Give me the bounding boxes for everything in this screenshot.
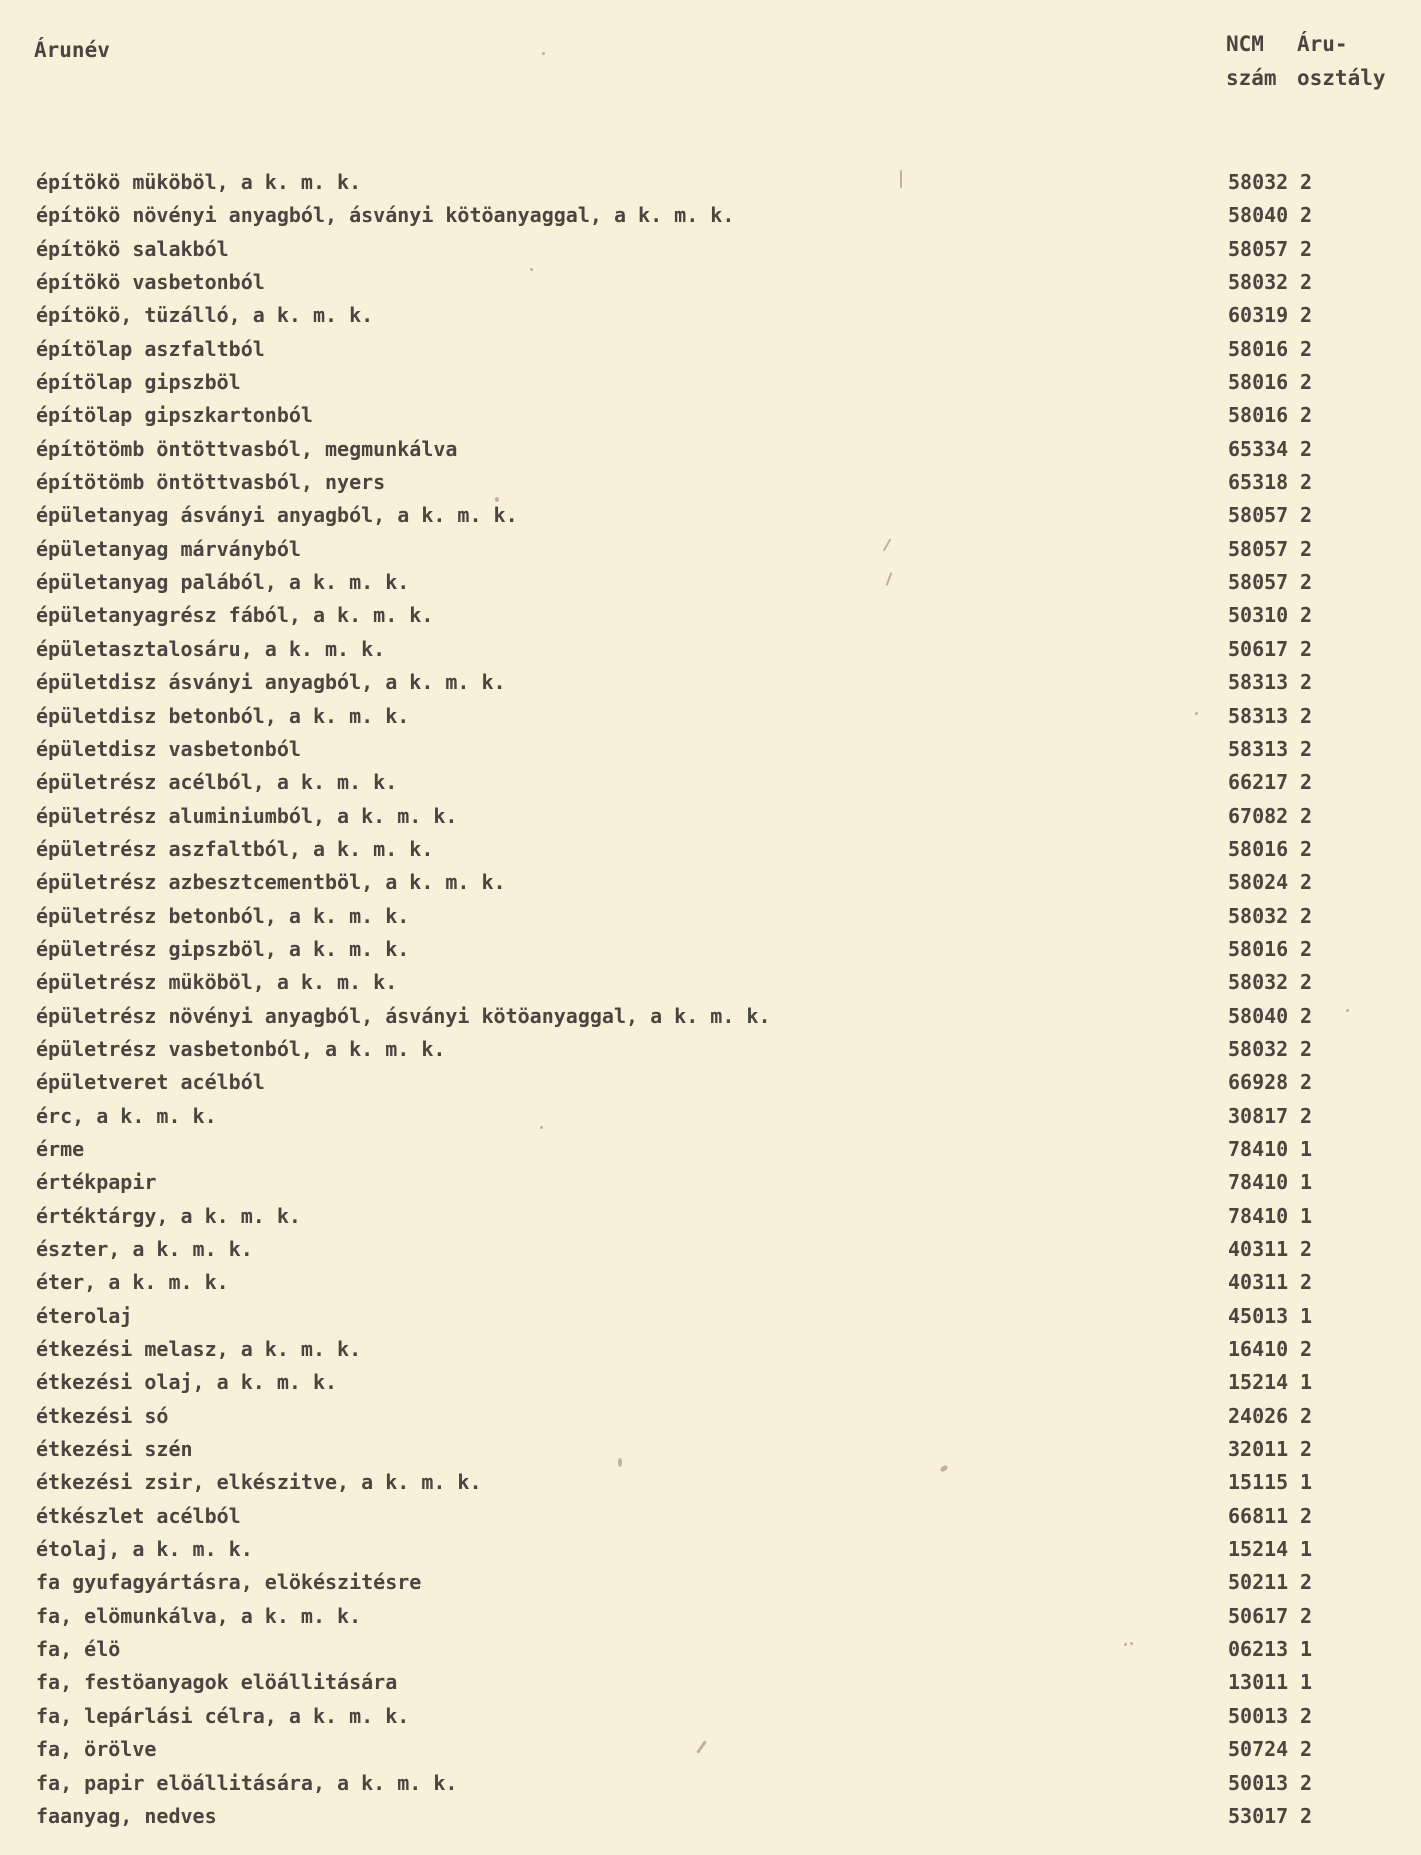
ncm-number: 13011 <box>1228 1670 1289 1695</box>
product-name: fa, elömunkálva, a k. m. k. <box>36 1603 362 1628</box>
product-class: 2 <box>1300 336 1313 361</box>
product-class: 2 <box>1300 436 1313 461</box>
product-name: építölap aszfaltból <box>36 336 265 361</box>
product-name: fa, papir elöállitására, a k. m. k. <box>36 1770 458 1795</box>
product-class: 2 <box>1300 636 1313 661</box>
product-class: 1 <box>1300 1470 1313 1495</box>
list-item <box>0 766 1421 799</box>
product-class: 2 <box>1300 1103 1313 1128</box>
ncm-number: 66928 <box>1228 1070 1289 1095</box>
list-item <box>0 1533 1421 1566</box>
ncm-number: 50617 <box>1228 636 1289 661</box>
ncm-number: 50310 <box>1228 603 1289 628</box>
print-speck <box>1130 1642 1133 1645</box>
ncm-number: 15214 <box>1228 1537 1289 1562</box>
product-name: épületanyagrész fából, a k. m. k. <box>36 603 434 628</box>
product-class: 2 <box>1300 1270 1313 1295</box>
list-item <box>0 1066 1421 1099</box>
product-name: építötömb öntöttvasból, nyers <box>36 470 386 495</box>
ncm-number: 58032 <box>1228 170 1289 194</box>
product-name: épületrész vasbetonból, a k. m. k. <box>36 1036 446 1061</box>
product-class: 1 <box>1300 1136 1313 1161</box>
product-name: épületveret acélból <box>36 1070 265 1095</box>
list-item <box>0 1733 1421 1766</box>
ncm-number: 58016 <box>1228 836 1289 861</box>
product-name: fa gyufagyártásra, elökészitésre <box>36 1570 422 1595</box>
ncm-number: 58057 <box>1228 536 1289 561</box>
product-name: étkészlet acélból <box>36 1503 241 1528</box>
product-name: érme <box>36 1136 85 1161</box>
list-item <box>0 966 1421 999</box>
product-class: 2 <box>1300 970 1313 995</box>
ncm-number: 50211 <box>1228 1570 1289 1595</box>
list-item <box>0 599 1421 632</box>
ncm-number: 58040 <box>1228 1003 1289 1028</box>
list-item <box>0 233 1421 266</box>
product-class: 2 <box>1300 1337 1313 1362</box>
ncm-number: 50013 <box>1228 1770 1289 1795</box>
product-name: épületrész aluminiumból, a k. m. k. <box>36 803 458 828</box>
column-header-ncm: NCM <box>1226 32 1264 56</box>
ncm-number: 32011 <box>1228 1437 1289 1462</box>
ncm-number: 58016 <box>1228 403 1289 428</box>
product-name: épületanyag ásványi anyagból, a k. m. k. <box>36 503 518 528</box>
product-class: 1 <box>1300 1670 1313 1695</box>
list-item <box>0 700 1421 733</box>
ncm-number: 40311 <box>1228 1237 1289 1261</box>
product-name: építökö vasbetonból <box>36 270 265 295</box>
ncm-number: 50013 <box>1228 1703 1289 1728</box>
product-class: 2 <box>1300 1603 1313 1628</box>
list-item <box>0 1266 1421 1299</box>
ncm-number: 30817 <box>1228 1103 1289 1128</box>
product-class: 2 <box>1300 670 1313 695</box>
list-item <box>0 166 1421 199</box>
product-name: értékpapir <box>36 1170 157 1195</box>
product-class: 1 <box>1300 1637 1313 1662</box>
product-name: építökö salakból <box>36 236 229 261</box>
list-item <box>0 1767 1421 1800</box>
ncm-number: 78410 <box>1228 1136 1289 1161</box>
product-class: 1 <box>1300 1170 1313 1195</box>
list-item <box>0 1000 1421 1033</box>
list-item <box>0 1200 1421 1233</box>
ncm-number: 58032 <box>1228 270 1289 295</box>
print-speck <box>618 1458 622 1467</box>
list-item <box>0 1500 1421 1533</box>
ncm-number: 53017 <box>1228 1803 1289 1828</box>
product-class: 1 <box>1300 1370 1313 1395</box>
product-name: étolaj, a k. m. k. <box>36 1537 253 1562</box>
list-item <box>0 933 1421 966</box>
ncm-number: 50617 <box>1228 1603 1289 1628</box>
list-item <box>0 1466 1421 1499</box>
list-item <box>0 1233 1421 1266</box>
product-class: 2 <box>1300 1237 1313 1261</box>
product-class: 2 <box>1300 1003 1313 1028</box>
product-name: épületrész aszfaltból, a k. m. k. <box>36 836 434 861</box>
ncm-number: 66811 <box>1228 1503 1289 1528</box>
ncm-number: 58057 <box>1228 570 1289 595</box>
product-name: étkezési olaj, a k. m. k. <box>36 1370 338 1395</box>
list-item <box>0 333 1421 366</box>
list-item <box>0 566 1421 599</box>
ncm-number: 58024 <box>1228 870 1289 895</box>
ncm-number: 06213 <box>1228 1637 1289 1662</box>
product-name: fa, örölve <box>36 1737 157 1762</box>
print-speck <box>495 497 499 502</box>
ncm-number: 16410 <box>1228 1337 1289 1362</box>
ncm-number: 58057 <box>1228 503 1289 528</box>
list-item <box>0 433 1421 466</box>
product-class: 2 <box>1300 170 1313 194</box>
product-class: 2 <box>1300 1737 1313 1762</box>
list-item <box>0 1366 1421 1399</box>
column-header-name: Árunév <box>34 38 110 62</box>
ncm-number: 67082 <box>1228 803 1289 828</box>
list-item <box>0 866 1421 899</box>
list-item <box>0 666 1421 699</box>
product-name: étkezési só <box>36 1403 169 1428</box>
product-class: 2 <box>1300 1437 1313 1462</box>
product-name: építölap gipszböl <box>36 370 241 395</box>
product-class: 2 <box>1300 936 1313 961</box>
list-item <box>0 1333 1421 1366</box>
print-speck <box>900 170 902 188</box>
product-name: fa, lepárlási célra, a k. m. k. <box>36 1703 410 1728</box>
product-name: fa, festöanyagok elöállitására <box>36 1670 398 1695</box>
print-speck <box>1124 1643 1127 1646</box>
product-class: 2 <box>1300 236 1313 261</box>
product-name: építölap gipszkartonból <box>36 403 313 428</box>
product-class: 2 <box>1300 503 1313 528</box>
ncm-number: 50724 <box>1228 1737 1289 1762</box>
list-item <box>0 266 1421 299</box>
ncm-number: 78410 <box>1228 1170 1289 1195</box>
list-item <box>0 1133 1421 1166</box>
product-class: 2 <box>1300 536 1313 561</box>
list-item <box>0 833 1421 866</box>
print-speck <box>542 52 545 55</box>
product-name: épületanyag palából, a k. m. k. <box>36 570 410 595</box>
product-name: épületrész azbesztcementböl, a k. m. k. <box>36 870 506 895</box>
ncm-number: 58057 <box>1228 236 1289 261</box>
ncm-number: 58032 <box>1228 1036 1289 1061</box>
product-class: 2 <box>1300 803 1313 828</box>
product-class: 1 <box>1300 1537 1313 1562</box>
product-name: építökö müköböl, a k. m. k. <box>36 170 362 194</box>
print-speck <box>1346 1009 1349 1012</box>
list-item <box>0 800 1421 833</box>
product-name: észter, a k. m. k. <box>36 1237 253 1261</box>
print-speck <box>540 1126 543 1129</box>
product-class: 2 <box>1300 870 1313 895</box>
list-item <box>0 1433 1421 1466</box>
product-class: 2 <box>1300 1070 1313 1095</box>
list-item <box>0 1666 1421 1699</box>
product-class: 2 <box>1300 270 1313 295</box>
list-item <box>0 1600 1421 1633</box>
product-name: étkezési zsir, elkészitve, a k. m. k. <box>36 1470 482 1495</box>
ncm-number: 65334 <box>1228 436 1289 461</box>
ncm-number: 58313 <box>1228 736 1289 761</box>
ncm-number: 58032 <box>1228 970 1289 995</box>
ncm-number: 45013 <box>1228 1303 1289 1328</box>
product-name: épületasztalosáru, a k. m. k. <box>36 636 386 661</box>
product-list <box>0 166 1421 1833</box>
print-speck <box>1195 712 1198 715</box>
ncm-number: 15115 <box>1228 1470 1289 1495</box>
product-name: érc, a k. m. k. <box>36 1103 217 1128</box>
product-name: épületdisz betonból, a k. m. k. <box>36 703 410 728</box>
list-item <box>0 1100 1421 1133</box>
ncm-number: 58032 <box>1228 903 1289 928</box>
product-class: 2 <box>1300 1703 1313 1728</box>
ncm-number: 58016 <box>1228 936 1289 961</box>
product-name: éter, a k. m. k. <box>36 1270 229 1295</box>
ncm-number: 24026 <box>1228 1403 1289 1428</box>
list-item <box>0 1800 1421 1833</box>
list-item <box>0 1700 1421 1733</box>
column-header-class-line2: osztály <box>1297 66 1386 90</box>
product-class: 2 <box>1300 736 1313 761</box>
product-name: épületrész acélból, a k. m. k. <box>36 770 398 795</box>
ncm-number: 65318 <box>1228 470 1289 495</box>
product-name: építökö, tüzálló, a k. m. k. <box>36 303 374 328</box>
list-item <box>0 1633 1421 1666</box>
product-class: 2 <box>1300 1570 1313 1595</box>
list-item <box>0 1566 1421 1599</box>
product-class: 2 <box>1300 1770 1313 1795</box>
list-item <box>0 733 1421 766</box>
product-class: 2 <box>1300 1036 1313 1061</box>
ncm-number: 58313 <box>1228 670 1289 695</box>
list-item <box>0 366 1421 399</box>
ncm-number: 58040 <box>1228 203 1289 228</box>
product-name: épületrész müköböl, a k. m. k. <box>36 970 398 995</box>
list-item <box>0 499 1421 532</box>
list-item <box>0 1166 1421 1199</box>
product-name: éterolaj <box>36 1303 133 1328</box>
product-class: 2 <box>1300 1403 1313 1428</box>
column-header-ncm-line2: szám <box>1226 66 1277 90</box>
list-item <box>0 466 1421 499</box>
list-item <box>0 399 1421 432</box>
product-class: 2 <box>1300 836 1313 861</box>
list-item <box>0 1300 1421 1333</box>
list-item <box>0 900 1421 933</box>
list-item <box>0 533 1421 566</box>
product-class: 2 <box>1300 603 1313 628</box>
product-name: értéktárgy, a k. m. k. <box>36 1203 301 1228</box>
product-class: 2 <box>1300 903 1313 928</box>
product-name: épületrész betonból, a k. m. k. <box>36 903 410 928</box>
list-item <box>0 1033 1421 1066</box>
product-name: épületrész növényi anyagból, ásványi kötöanyaggal, a k. m. k. <box>36 1003 771 1028</box>
product-name: étkezési szén <box>36 1437 193 1462</box>
product-class: 2 <box>1300 203 1313 228</box>
product-class: 2 <box>1300 770 1313 795</box>
product-name: épületrész gipszböl, a k. m. k. <box>36 936 410 961</box>
list-item <box>0 1400 1421 1433</box>
product-class: 2 <box>1300 403 1313 428</box>
product-class: 2 <box>1300 370 1313 395</box>
product-name: építötömb öntöttvasból, megmunkálva <box>36 436 458 461</box>
product-name: faanyag, nedves <box>36 1803 217 1828</box>
product-name: építökö növényi anyagból, ásványi kötöanyaggal, a k. m. k. <box>36 203 735 228</box>
ncm-number: 58313 <box>1228 703 1289 728</box>
product-class: 2 <box>1300 703 1313 728</box>
ncm-number: 66217 <box>1228 770 1289 795</box>
column-header-class: Áru- <box>1297 32 1348 56</box>
product-class: 2 <box>1300 570 1313 595</box>
product-name: étkezési melasz, a k. m. k. <box>36 1337 362 1362</box>
product-class: 2 <box>1300 470 1313 495</box>
product-name: épületdisz vasbetonból <box>36 736 301 761</box>
product-class: 1 <box>1300 1303 1313 1328</box>
list-item <box>0 299 1421 332</box>
product-name: épületdisz ásványi anyagból, a k. m. k. <box>36 670 506 695</box>
product-class: 2 <box>1300 303 1313 328</box>
product-class: 2 <box>1300 1503 1313 1528</box>
product-name: fa, élö <box>36 1637 121 1662</box>
list-item <box>0 199 1421 232</box>
ncm-number: 78410 <box>1228 1203 1289 1228</box>
ncm-number: 15214 <box>1228 1370 1289 1395</box>
product-name: épületanyag márványból <box>36 536 301 561</box>
ncm-number: 58016 <box>1228 336 1289 361</box>
list-item <box>0 633 1421 666</box>
ncm-number: 58016 <box>1228 370 1289 395</box>
print-speck <box>530 268 533 271</box>
product-class: 1 <box>1300 1203 1313 1228</box>
ncm-number: 40311 <box>1228 1270 1289 1295</box>
ncm-number: 60319 <box>1228 303 1289 328</box>
product-class: 2 <box>1300 1803 1313 1828</box>
